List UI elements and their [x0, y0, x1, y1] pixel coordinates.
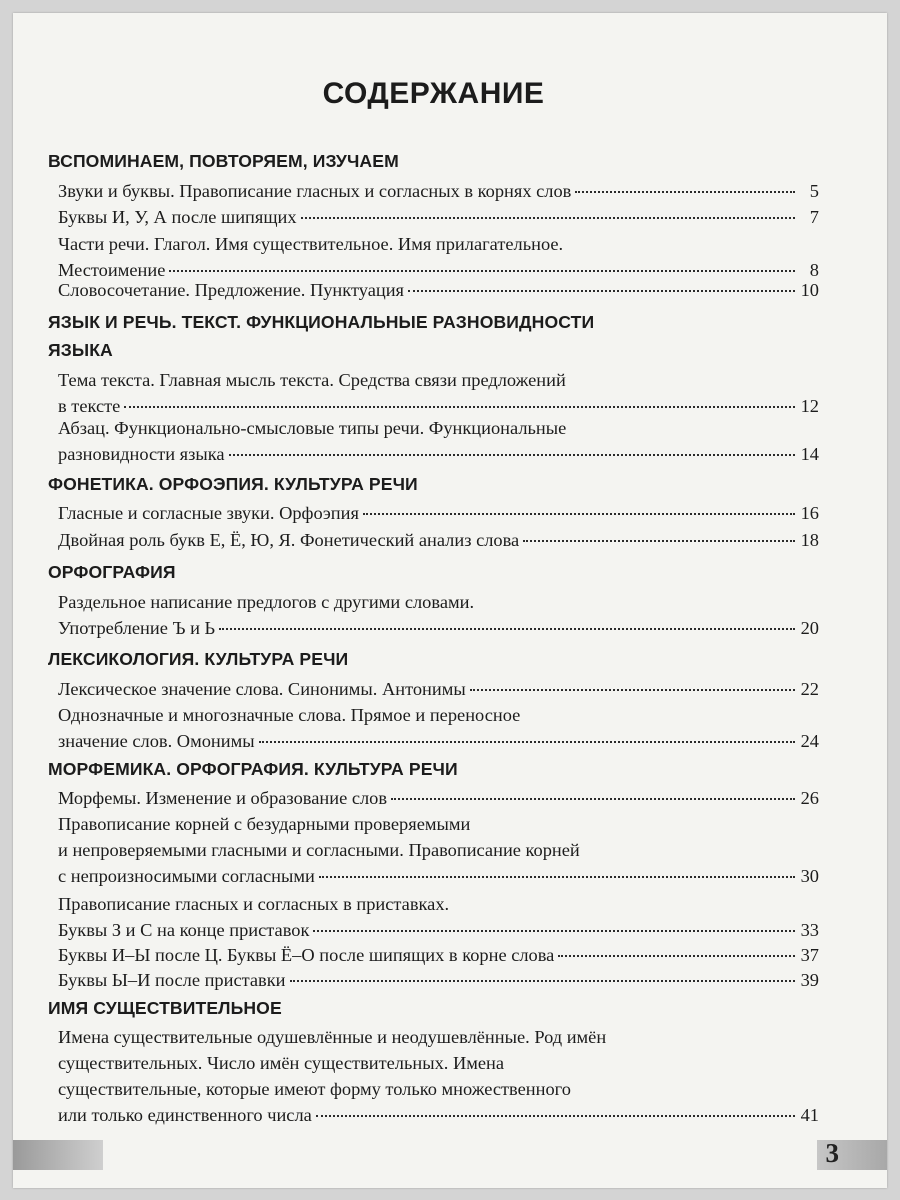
- toc-entry-text: Тема текста. Главная мысль текста. Средства связи предложений: [58, 370, 566, 390]
- toc-page-number: 37: [800, 945, 819, 965]
- toc-entry-text: Абзац. Функционально-смысловые типы речи. Функциональные: [58, 418, 567, 438]
- toc-entry-text: существительных. Число имён существительных. Имена: [58, 1053, 505, 1073]
- dot-leader: [290, 980, 795, 982]
- section-heading: МОРФЕМИКА. ОРФОГРАФИЯ. КУЛЬТУРА РЕЧИ: [48, 759, 458, 779]
- toc-entry[interactable]: [58, 500, 819, 526]
- dot-leader: [301, 217, 795, 219]
- dot-leader: [124, 406, 795, 408]
- toc-entry[interactable]: [58, 917, 819, 943]
- toc-entry[interactable]: [58, 728, 819, 754]
- toc-entry-text: разновидности языка: [58, 444, 225, 464]
- dot-leader: [169, 270, 795, 272]
- toc-entry-text: Гласные и согласные звуки. Орфоэпия: [58, 503, 359, 523]
- toc-entry-text: существительные, которые имеют форму только множественного: [58, 1079, 571, 1099]
- dot-leader: [363, 513, 795, 515]
- toc-entry-text: Буквы И–Ы после Ц. Буквы Ё–О после шипящих в корне слова: [58, 945, 555, 965]
- toc-entry[interactable]: [58, 527, 819, 553]
- dot-leader: [470, 689, 795, 691]
- toc-entry[interactable]: [58, 785, 819, 811]
- toc-page-number: 33: [800, 920, 819, 940]
- toc-entry-text: значение слов. Омонимы: [58, 731, 255, 751]
- toc-entry-text: Морфемы. Изменение и образование слов: [58, 788, 388, 808]
- dot-leader: [575, 191, 795, 193]
- toc-entry-text: Части речи. Глагол. Имя существительное. Имя прилагательное.: [58, 234, 564, 254]
- section-heading: ВСПОМИНАЕМ, ПОВТОРЯЕМ, ИЗУЧАЕМ: [48, 151, 399, 171]
- toc-entry-text: Местоимение: [58, 260, 166, 280]
- toc-entry[interactable]: [58, 277, 819, 303]
- dot-leader: [229, 454, 795, 456]
- toc-entry[interactable]: [58, 942, 819, 968]
- dot-leader: [558, 955, 795, 957]
- toc-entry[interactable]: [58, 615, 819, 641]
- toc-entry-text: Употребление Ъ и Ь: [58, 618, 216, 638]
- section-heading: ЯЗЫКА: [48, 340, 113, 360]
- toc-entry-text: Двойная роль букв Е, Ё, Ю, Я. Фонетический анализ слова: [58, 530, 520, 550]
- toc-page-number: 16: [800, 503, 819, 523]
- dot-leader: [319, 876, 795, 878]
- toc-entry-text: Лексическое значение слова. Синонимы. Антонимы: [58, 679, 466, 699]
- toc-entry-text: Буквы З и С на конце приставок: [58, 920, 310, 940]
- dot-leader: [523, 540, 795, 542]
- page-title: СОДЕРЖАНИЕ: [322, 77, 545, 110]
- toc-entry-text: Звуки и буквы. Правописание гласных и согласных в корнях слов: [58, 181, 572, 201]
- toc-entry-text: Имена существительные одушевлённые и неодушевлённые. Род имён: [58, 1027, 607, 1047]
- toc-page-number: 41: [800, 1105, 819, 1125]
- toc-entry-text: Словосочетание. Предложение. Пунктуация: [58, 280, 405, 300]
- section-heading: ИМЯ СУЩЕСТВИТЕЛЬНОЕ: [48, 998, 282, 1018]
- toc-entry-text: Буквы Ы–И после приставки: [58, 970, 286, 990]
- toc-entry[interactable]: [58, 863, 819, 889]
- toc-page-number: 7: [809, 207, 819, 227]
- toc-entry[interactable]: [58, 1102, 819, 1128]
- toc-entry-text: Буквы И, У, А после шипящих: [58, 207, 297, 227]
- toc-entry[interactable]: [58, 178, 819, 204]
- toc-page-number: 22: [800, 679, 819, 699]
- dot-leader: [259, 741, 795, 743]
- page-number: 3: [825, 1138, 839, 1168]
- toc-page-number: 8: [809, 260, 819, 280]
- toc-entry-text: Правописание корней с безударными проверяемыми: [58, 814, 471, 834]
- book-page: [13, 13, 887, 1188]
- toc-page-number: 18: [800, 530, 819, 550]
- toc-page-number: 14: [800, 444, 819, 464]
- toc-entry-text: Раздельное написание предлогов с другими словами.: [58, 592, 475, 612]
- toc-entry-text: или только единственного числа: [58, 1105, 312, 1125]
- toc-page-number: 30: [800, 866, 819, 886]
- toc-entry[interactable]: [58, 967, 819, 993]
- toc-entry[interactable]: [58, 441, 819, 467]
- toc-page-number: 12: [800, 396, 819, 416]
- toc-entry-text: с непроизносимыми согласными: [58, 866, 315, 886]
- toc-page-number: 20: [800, 618, 819, 638]
- toc-page-number: 26: [800, 788, 819, 808]
- toc-page-number: 24: [800, 731, 819, 751]
- dot-leader: [313, 930, 795, 932]
- section-heading: ЯЗЫК И РЕЧЬ. ТЕКСТ. ФУНКЦИОНАЛЬНЫЕ РАЗНОВИДНОСТИ: [48, 312, 595, 332]
- toc-entry-text: Правописание гласных и согласных в приставках.: [58, 894, 450, 914]
- toc-page-number: 5: [809, 181, 819, 201]
- toc-entry-text: Однозначные и многозначные слова. Прямое и переносное: [58, 705, 521, 725]
- footer-bar-left: [13, 1140, 103, 1170]
- toc-entry-text: в тексте: [58, 396, 121, 416]
- dot-leader: [219, 628, 795, 630]
- dot-leader: [408, 290, 795, 292]
- page-footer: [13, 1140, 887, 1170]
- dot-leader: [316, 1115, 795, 1117]
- toc-page-number: 39: [800, 970, 819, 990]
- toc-page-number: 10: [800, 280, 819, 300]
- section-heading: ФОНЕТИКА. ОРФОЭПИЯ. КУЛЬТУРА РЕЧИ: [48, 474, 418, 494]
- toc-entry[interactable]: [58, 204, 819, 230]
- section-heading: ОРФОГРАФИЯ: [48, 562, 176, 582]
- dot-leader: [391, 798, 795, 800]
- toc-entry-text: и непроверяемыми гласными и согласными. Правописание корней: [58, 840, 580, 860]
- toc-entry[interactable]: [58, 676, 819, 702]
- section-heading: ЛЕКСИКОЛОГИЯ. КУЛЬТУРА РЕЧИ: [48, 649, 349, 669]
